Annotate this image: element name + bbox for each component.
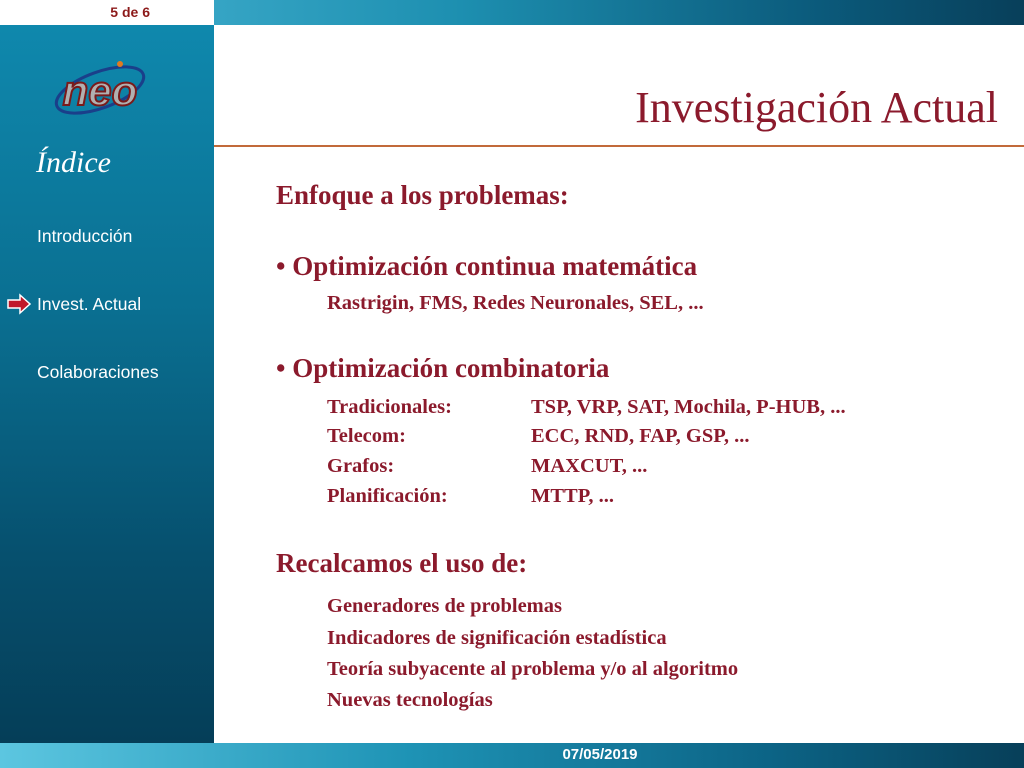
emphasis-heading: Recalcamos el uso de: bbox=[276, 548, 528, 578]
bullet-continuous-detail: Rastrigin, FMS, Redes Neuronales, SEL, ... bbox=[327, 292, 704, 314]
title-divider bbox=[214, 145, 1024, 147]
combinatorial-row-value: MTTP, ... bbox=[531, 485, 614, 507]
slide-title: Investigación Actual bbox=[635, 83, 998, 132]
combinatorial-row-value: TSP, VRP, SAT, Mochila, P-HUB, ... bbox=[531, 396, 846, 418]
combinatorial-row-value: MAXCUT, ... bbox=[531, 455, 648, 477]
emphasis-item: Nuevas tecnologías bbox=[327, 689, 493, 711]
footer-date: 07/05/2019 bbox=[562, 746, 638, 763]
sidebar-item-invest-actual[interactable]: Invest. Actual bbox=[37, 294, 142, 314]
combinatorial-row-label: Telecom: bbox=[327, 425, 406, 447]
combinatorial-row-label: Grafos: bbox=[327, 455, 395, 477]
sidebar-item-introduccion[interactable]: Introducción bbox=[37, 226, 133, 246]
sidebar-title: Índice bbox=[36, 146, 111, 179]
emphasis-item: Generadores de problemas bbox=[327, 595, 562, 617]
combinatorial-row-label: Tradicionales: bbox=[327, 396, 452, 418]
sidebar bbox=[0, 25, 214, 743]
sidebar-item-colaboraciones[interactable]: Colaboraciones bbox=[37, 362, 159, 382]
emphasis-item: Indicadores de significación estadística bbox=[327, 627, 667, 649]
logo-text: neo bbox=[62, 67, 138, 114]
page-counter bbox=[0, 0, 214, 25]
bottom-bar bbox=[0, 743, 1024, 768]
page-counter-text: 5 de 6 bbox=[110, 4, 150, 20]
focus-heading: Enfoque a los problemas: bbox=[276, 180, 569, 210]
neo-logo bbox=[40, 50, 160, 130]
combinatorial-row-value: ECC, RND, FAP, GSP, ... bbox=[531, 425, 750, 447]
combinatorial-row-label: Planificación: bbox=[327, 485, 448, 507]
bullet-combinatorial-heading: • Optimización combinatoria bbox=[276, 353, 610, 383]
arrow-right-icon bbox=[6, 293, 32, 315]
emphasis-item: Teoría subyacente al problema y/o al algoritmo bbox=[327, 658, 739, 680]
bullet-continuous-heading: • Optimización continua matemática bbox=[276, 251, 698, 281]
